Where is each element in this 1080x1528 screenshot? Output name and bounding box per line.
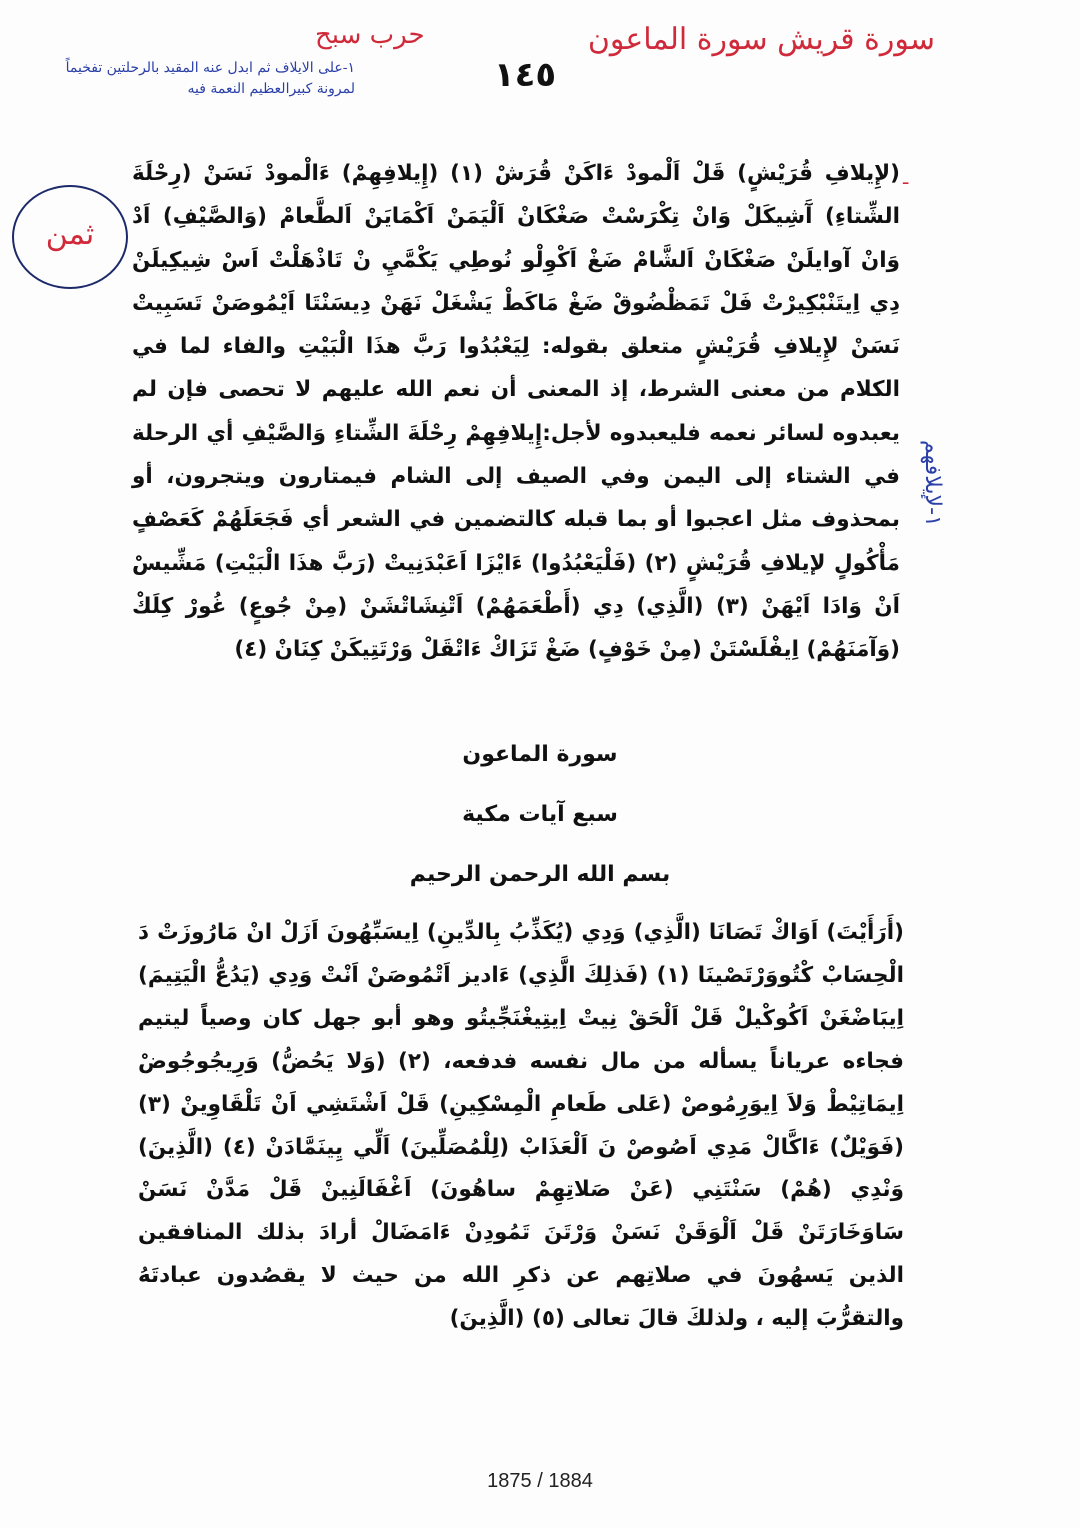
handwritten-surah-names: سورة قريش سورة الماعون <box>587 22 935 57</box>
basmala: بسم الله الرحمن الرحيم <box>409 862 671 887</box>
circled-thumn-marker <box>12 185 128 289</box>
circled-label: ثمن <box>45 217 95 252</box>
handwritten-margin-note: ١-على الايلاف ثم ابدل عنه المقيد بالرحلتين تفخيماً لمرونة كبيرالعظيم النعمة فيه <box>65 60 355 97</box>
page-number: ١٤٥ <box>493 55 557 95</box>
verse-start-mark: ـ <box>903 168 909 189</box>
surah-maun-commentary: (أَرَأَيْتَ) اَوَاكْ تَصَانَا (الَّذِي) وَدِي (يُكَذِّبُ بِالدِّينِ) اِيسَبِّهُونَ اَزَلْ انْ مَارُوزَتْ دَ الْحِسَابْ كْتُووَرْتَصْينَا (١) (فَذلِكَ الَّذِي) ءَاديز اَتْمُوصَنْ اَنْتْ وَدِي (يَدُعُّ الْيَتِيمَ) اِيبَاضْغَنْ اَكُوكْيلْ قَلْ اَلْحَقْ نِيتْ اِيتِيغْنَجِّيتُو وهو أبو جهل كان وصياً ليتيم فجاءه عرياناً يسأله من مال نفسه فدفعه، (٢) (وَلا يَحُضُّ) وَرِيجُوجُوضْ اِيمَاتِيْطْ وَلاَ اِيوَرِمُوصْ (عَلى طَعامِ الْمِسْكِينِ) قَلْ اَشْتَشِي اَنْ تَلْقَاوِينْ (٣) (فَوَيْلٌ) ءَاكَّالْ مَدِي اَصُوصْ نَ اَلْعَذَابْ (لِلْمُصَلِّينَ) اَلِّي يِينَمَّادَنْ (٤) (الَّذِينَ) وَنْدِي (هُمْ) سَنْتَنِي (عَنْ صَلاتِهِمْ ساهُونَ) اَغْفَالَنِينْ قَلْ مَدَّنْ نَسَنْ سَاوَخَارَتَنْ قَلْ اَلْوَقَنْ نَسَنْ وَرْتَنَ تَمُودِنْ ءَامَضَالْ أرادَ بذلك المنافقين الذين يَسهُونَ في صلاتِهم عن ذكرِ الله من حيث لا يقصُدون عبادتَهُ والتقرُّبَ إليه ، ولذلكَ قالَ تعالى (٥) (الَّذِينَ) <box>138 920 904 1332</box>
surah-title: سورة الماعون <box>462 742 618 767</box>
handwritten-hizb-note: حرب سبح <box>315 20 425 50</box>
handwritten-side-note: ١-لإيلافهم <box>920 440 945 527</box>
surah-subtitle: سبع آيات مكية <box>462 802 618 827</box>
page-counter: 1875 / 1884 <box>487 1470 593 1492</box>
surah-quraysh-commentary: (لإِيلافِ قُرَيْشٍ) قَلْ اَلْمودْ ءَاكَنْ قُرَشْ (١) (إِيلافِهِمْ) ءَالْمودْ نَسَنْ (رِحْلَةَ الشِّتاءِ) آَشِيكَلْ وَانْ تِكْرَسْتْ صَغْكَانْ اَلْيَمَنْ اَكْمَايَنْ اَلطَّعامْ (وَالصَّيْفِ) اَدْ وَانْ آوايلَنْ صَغْكَانْ اَلشَّامْ ضَغْ اَكْوِلْو نُوطِي يَكْمَّيِ نْ تَاذْهَلْتْ اَسْ شِيكِيلَنْ دِي اِيتَنْبْكِيرْتْ فَلْ تَمَظْضُوقْ ضَغْ مَاكَطْ يَشْغَلْ نَهَنْ دِيسَنْتَا اَيْمُوصَنْ تَسَبِيتْ نَسَنْ لإِيلافِ قُرَيْشٍ متعلق بقوله: لِيَعْبُدُوا رَبَّ هذَا الْبَيْتِ والفاء لما في الكلام من معنى الشرط، إذ المعنى أن نعم الله عليهم لا تحصى فإن لم يعبدوه لسائر نعمه فليعبدوه لأجل:إِيلافِهِمْ رِحْلَةَ الشِّتاءِ وَالصَّيْفِ أي الرحلة في الشتاء إلى اليمن وفي الصيف إلى الشام فيمتارون ويتجرون، أو بمحذوف مثل اعجبوا أو بما قبله كالتضمين في الشعر أي فَجَعَلَهُمْ كَعَصْفٍ مَأْكُولٍ لإيلافِ قُرَيْشٍ (٢) (فَلْيَعْبُدُوا) ءَايْزَا اَعَبْدَنِيتْ (رَبَّ هذَا الْبَيْتِ) مَشِّيسْ اَنْ وَادَا اَيْهَنْ (٣) (الَّذِي) دِي (أَطْعَمَهُمْ) اَتْنِشَاتْشَنْ (مِنْ جُوعٍ) غُورْ كِلَكْ (وَآمَنَهُمْ) اِيفْلَسْتَنْ (مِنْ خَوْفٍ) ضَغْ تَزَاكْ ءَاتْقَلْ وَرْتَتِيكَنْ كِنَانْ (٤) <box>132 161 901 663</box>
